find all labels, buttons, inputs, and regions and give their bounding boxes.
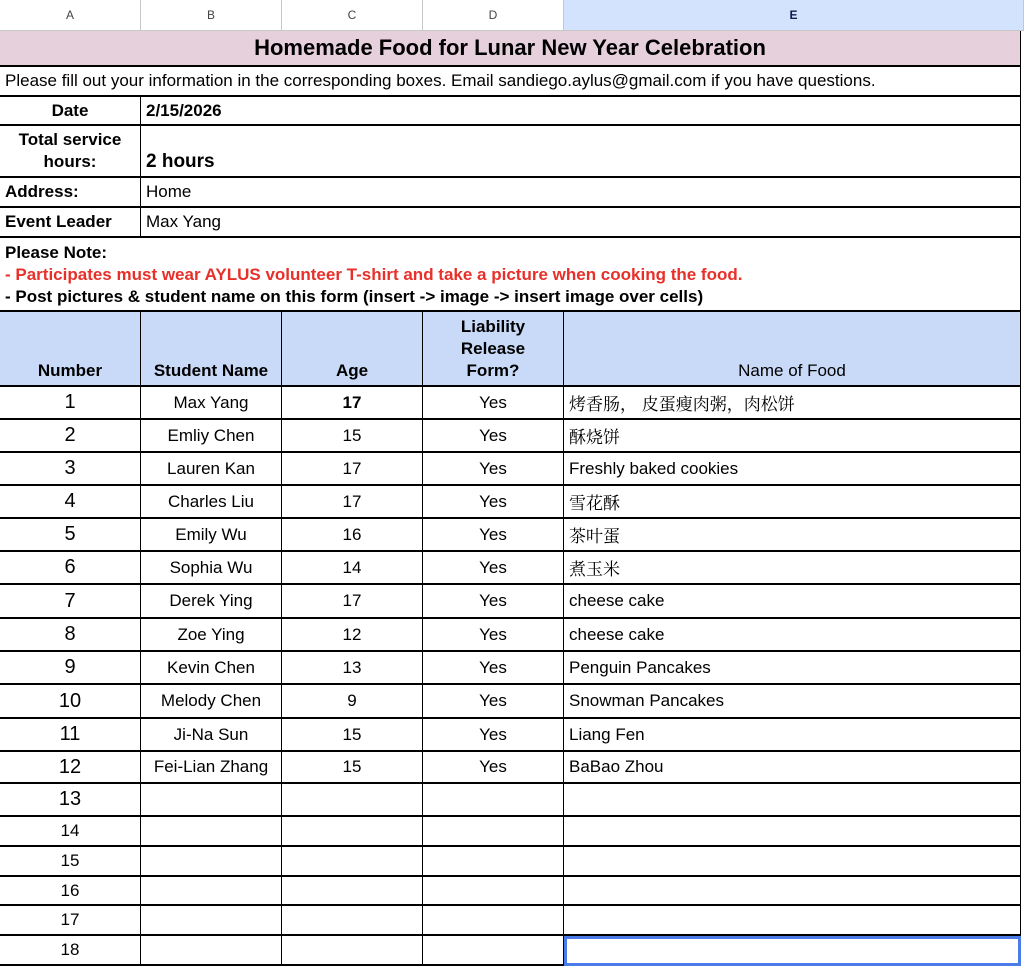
- cell-age[interactable]: 17: [282, 585, 423, 619]
- cell-number[interactable]: 15: [0, 847, 141, 877]
- cell-student-name[interactable]: [141, 817, 282, 847]
- cell-liability-form[interactable]: [423, 906, 564, 936]
- cell-number[interactable]: 16: [0, 877, 141, 906]
- cell-age[interactable]: 17: [282, 486, 423, 519]
- cell-student-name[interactable]: [141, 936, 282, 966]
- cell-age[interactable]: [282, 817, 423, 847]
- cell-number[interactable]: 5: [0, 519, 141, 552]
- note-cell[interactable]: [0, 238, 1021, 312]
- cell-student-name[interactable]: Zoe Ying: [141, 619, 282, 652]
- cell-liability-form[interactable]: Yes: [423, 486, 564, 519]
- cell-number[interactable]: 18: [0, 936, 141, 966]
- cell-number[interactable]: 4: [0, 486, 141, 519]
- header-name-of-food[interactable]: Name of Food: [564, 312, 1021, 387]
- cell-student-name[interactable]: Emliy Chen: [141, 420, 282, 453]
- cell-age[interactable]: 17: [282, 387, 423, 420]
- cell-name-of-food[interactable]: BaBao Zhou: [564, 752, 1021, 784]
- cell-age[interactable]: 9: [282, 685, 423, 719]
- cell-number[interactable]: 14: [0, 817, 141, 847]
- cell-liability-form[interactable]: [423, 877, 564, 906]
- cell-name-of-food[interactable]: 烤香肠， 皮蛋瘦肉粥，肉松饼: [564, 387, 1021, 420]
- cell-student-name[interactable]: [141, 877, 282, 906]
- cell-student-name[interactable]: Lauren Kan: [141, 453, 282, 486]
- cell-number[interactable]: 6: [0, 552, 141, 585]
- cell-age[interactable]: 15: [282, 752, 423, 784]
- cell-name-of-food[interactable]: [564, 847, 1021, 877]
- sheet-title[interactable]: Homemade Food for Lunar New Year Celebration: [0, 31, 1021, 67]
- cell-name-of-food[interactable]: cheese cake: [564, 585, 1021, 619]
- cell-age[interactable]: 15: [282, 420, 423, 453]
- cell-name-of-food[interactable]: Penguin Pancakes: [564, 652, 1021, 685]
- cell-student-name[interactable]: Melody Chen: [141, 685, 282, 719]
- cell-number[interactable]: 11: [0, 719, 141, 752]
- note-line-pictures: - Post pictures & student name on this form (insert -> image -> insert image over cells): [5, 287, 704, 306]
- cell-liability-form[interactable]: Yes: [423, 719, 564, 752]
- leader-value[interactable]: Max Yang: [141, 208, 1021, 238]
- cell-liability-form[interactable]: Yes: [423, 453, 564, 486]
- cell-liability-form[interactable]: Yes: [423, 585, 564, 619]
- cell-name-of-food[interactable]: [564, 817, 1021, 847]
- instructions-text[interactable]: Please fill out your information in the corresponding boxes. Email sandiego.aylus@gmail.com if you have questions.: [0, 67, 1021, 97]
- cell-student-name[interactable]: [141, 906, 282, 936]
- cell-student-name[interactable]: Ji-Na Sun: [141, 719, 282, 752]
- cell-number[interactable]: 8: [0, 619, 141, 652]
- cell-student-name[interactable]: Kevin Chen: [141, 652, 282, 685]
- cell-name-of-food[interactable]: Snowman Pancakes: [564, 685, 1021, 719]
- header-liability-form[interactable]: Liability Release Form?: [423, 312, 564, 387]
- column-header-e[interactable]: E: [564, 0, 1024, 31]
- cell-age[interactable]: [282, 784, 423, 817]
- cell-name-of-food[interactable]: 茶叶蛋: [564, 519, 1021, 552]
- cell-name-of-food[interactable]: [564, 906, 1021, 936]
- cell-age[interactable]: 13: [282, 652, 423, 685]
- address-label[interactable]: Address:: [0, 178, 141, 208]
- cell-liability-form[interactable]: [423, 817, 564, 847]
- cell-number[interactable]: 9: [0, 652, 141, 685]
- cell-name-of-food[interactable]: [564, 936, 1021, 966]
- cell-liability-form[interactable]: Yes: [423, 420, 564, 453]
- cell-number[interactable]: 3: [0, 453, 141, 486]
- cell-age[interactable]: 15: [282, 719, 423, 752]
- cell-liability-form[interactable]: Yes: [423, 519, 564, 552]
- cell-name-of-food[interactable]: 煮玉米: [564, 552, 1021, 585]
- cell-name-of-food[interactable]: [564, 784, 1021, 817]
- column-header-a[interactable]: A: [0, 0, 141, 31]
- cell-student-name[interactable]: Fei-Lian Zhang: [141, 752, 282, 784]
- cell-liability-form[interactable]: [423, 936, 564, 966]
- cell-name-of-food[interactable]: Freshly baked cookies: [564, 453, 1021, 486]
- cell-student-name[interactable]: Derek Ying: [141, 585, 282, 619]
- cell-liability-form[interactable]: Yes: [423, 652, 564, 685]
- cell-liability-form[interactable]: [423, 784, 564, 817]
- cell-number[interactable]: 1: [0, 387, 141, 420]
- column-header-c[interactable]: C: [282, 0, 423, 31]
- cell-liability-form[interactable]: [423, 847, 564, 877]
- cell-name-of-food[interactable]: [564, 877, 1021, 906]
- cell-student-name[interactable]: Charles Liu: [141, 486, 282, 519]
- cell-number[interactable]: 2: [0, 420, 141, 453]
- cell-liability-form[interactable]: Yes: [423, 619, 564, 652]
- cell-name-of-food[interactable]: cheese cake: [564, 619, 1021, 652]
- cell-age[interactable]: [282, 936, 423, 966]
- hours-value[interactable]: 2 hours: [141, 126, 1021, 178]
- cell-student-name[interactable]: [141, 847, 282, 877]
- cell-age[interactable]: 16: [282, 519, 423, 552]
- address-value[interactable]: Home: [141, 178, 1021, 208]
- date-value[interactable]: 2/15/2026: [141, 97, 1021, 126]
- note-heading: Please Note:: [5, 243, 108, 262]
- cell-name-of-food[interactable]: 酥烧饼: [564, 420, 1021, 453]
- cell-number[interactable]: 13: [0, 784, 141, 817]
- cell-liability-form[interactable]: Yes: [423, 387, 564, 420]
- cell-liability-form[interactable]: Yes: [423, 685, 564, 719]
- cell-age[interactable]: 12: [282, 619, 423, 652]
- cell-age[interactable]: [282, 877, 423, 906]
- cell-age[interactable]: [282, 847, 423, 877]
- cell-student-name[interactable]: Max Yang: [141, 387, 282, 420]
- date-label[interactable]: Date: [0, 97, 141, 126]
- cell-number[interactable]: 10: [0, 685, 141, 719]
- cell-number[interactable]: 7: [0, 585, 141, 619]
- column-header-d[interactable]: D: [423, 0, 564, 31]
- note-line-tshirt: - Participates must wear AYLUS volunteer T-shirt and take a picture when cooking the food.: [5, 265, 743, 284]
- header-age[interactable]: Age: [282, 312, 423, 387]
- header-number[interactable]: Number: [0, 312, 141, 387]
- cell-liability-form[interactable]: Yes: [423, 752, 564, 784]
- column-header-b[interactable]: B: [141, 0, 282, 31]
- cell-age[interactable]: 14: [282, 552, 423, 585]
- cell-age[interactable]: 17: [282, 453, 423, 486]
- cell-number[interactable]: 17: [0, 906, 141, 936]
- cell-liability-form[interactable]: Yes: [423, 552, 564, 585]
- cell-student-name[interactable]: Sophia Wu: [141, 552, 282, 585]
- leader-label[interactable]: Event Leader: [0, 208, 141, 238]
- cell-student-name[interactable]: Emily Wu: [141, 519, 282, 552]
- header-student-name[interactable]: Student Name: [141, 312, 282, 387]
- hours-label[interactable]: Total service hours:: [0, 126, 141, 178]
- cell-age[interactable]: [282, 906, 423, 936]
- cell-student-name[interactable]: [141, 784, 282, 817]
- cell-number[interactable]: 12: [0, 752, 141, 784]
- cell-name-of-food[interactable]: 雪花酥: [564, 486, 1021, 519]
- cell-name-of-food[interactable]: Liang Fen: [564, 719, 1021, 752]
